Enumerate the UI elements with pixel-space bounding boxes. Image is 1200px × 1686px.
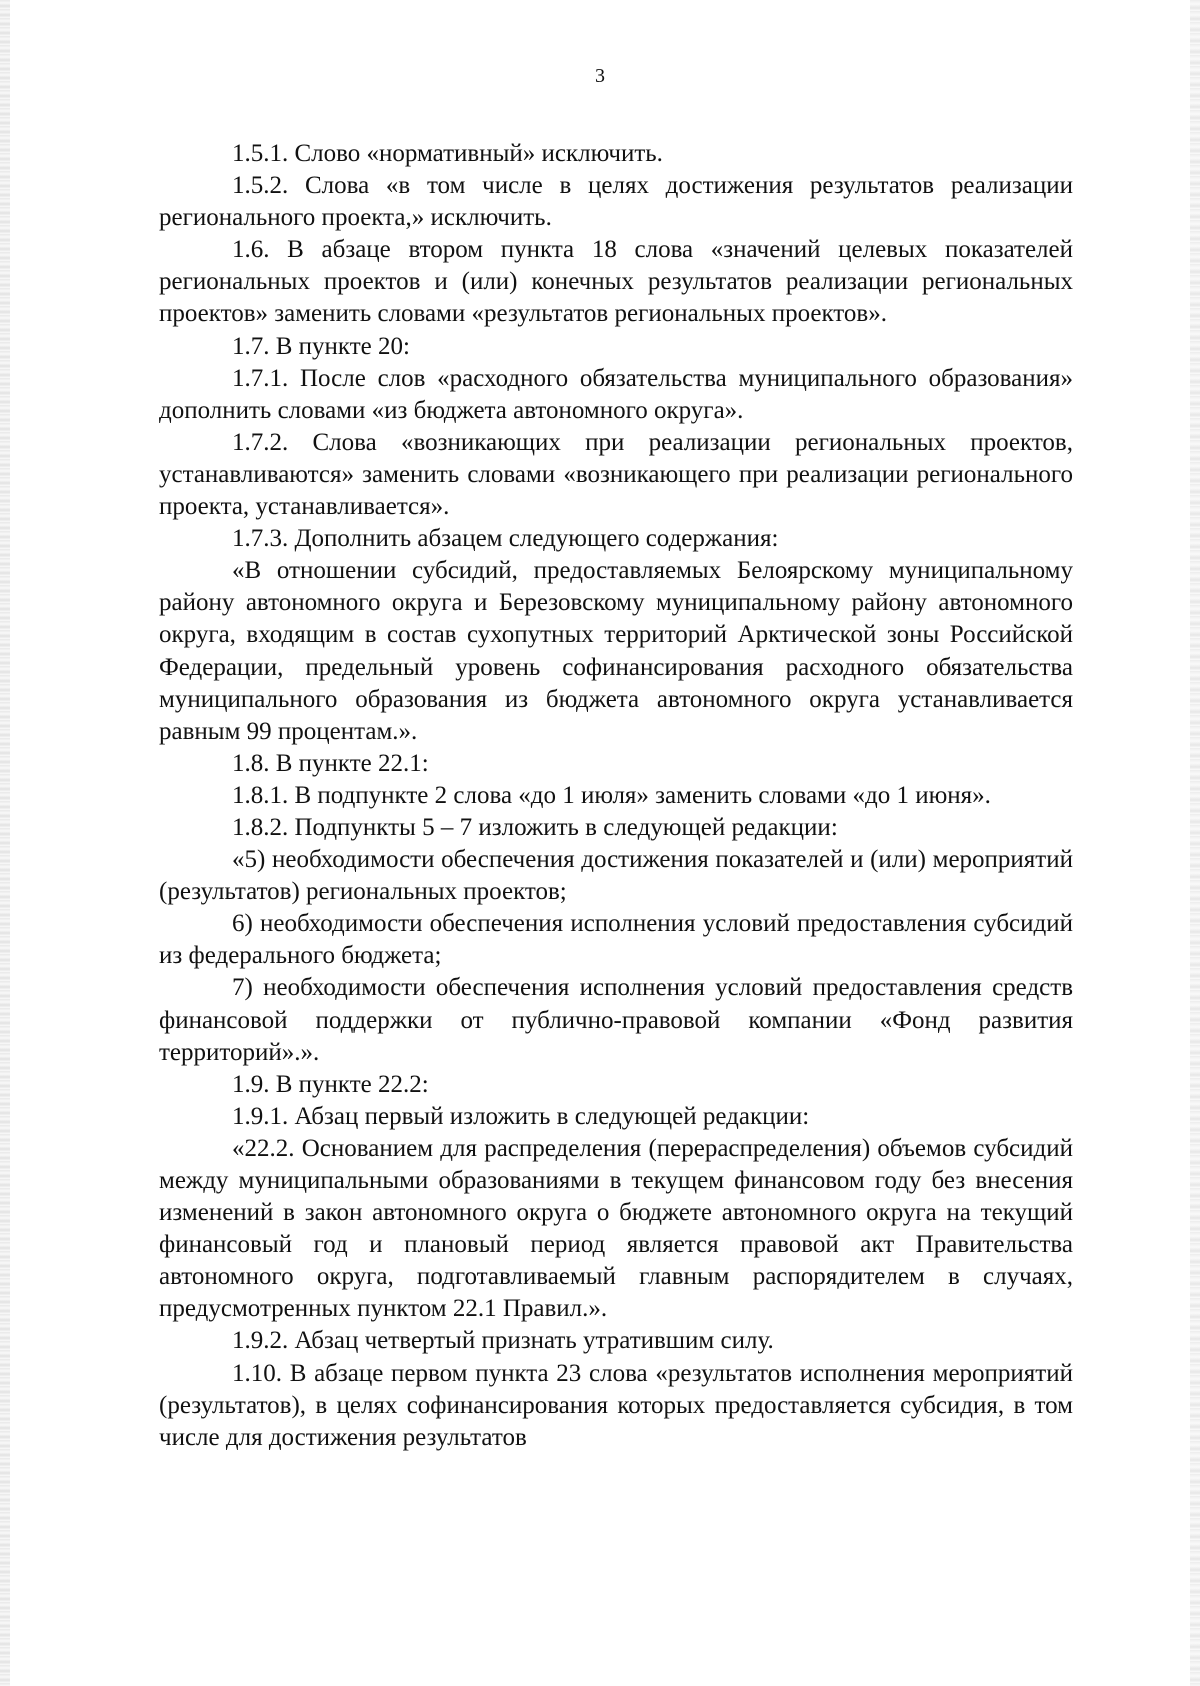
paragraph-1-7: 1.7. В пункте 20: <box>232 332 410 360</box>
paragraph-1-9: 1.9. В пункте 22.2: <box>232 1070 429 1098</box>
paragraph-1-5-1: 1.5.1. Слово «нормативный» исключить. <box>232 140 663 167</box>
page-number: 3 <box>595 65 605 87</box>
paragraph-22-2-quote: «22.2. Основанием для распределения (перераспределения) объемов субсидий между муниципальными образованиями в текущем финансовом году без внесения изменений в закон автономного округа о бюджете автономного округа на текущий финансовый год и плановый период является правовой акт Правительства автономного округа, подготавливаемый главным распорядителем в случаях, предусмотренных пунктом 22.1 Правил.». <box>159 1134 1073 1323</box>
paragraph-1-7-2: 1.7.2. Слова «возникающих при реализации региональных проектов, устанавливаются» заменить словами «возникающего при реализации регионального проекта, устанавливается». <box>159 428 1073 521</box>
subitem-7: 7) необходимости обеспечения исполнения условий предоставления средств финансовой поддержки от публично-правовой компании «Фонд развития территорий».». <box>159 974 1073 1066</box>
paragraph-1-7-3: 1.7.3. Дополнить абзацем следующего содержания: <box>232 525 779 553</box>
paragraph-1-9-2: 1.9.2. Абзац четвертый признать утратившим силу. <box>232 1327 774 1355</box>
paragraph-1-7-1: 1.7.1. После слов «расходного обязательства муниципального образования» дополнить словами «из бюджета автономного округа». <box>159 364 1073 424</box>
subitem-5: «5) необходимости обеспечения достижения показателей и (или) мероприятий (результатов) региональных проектов; <box>159 846 1073 906</box>
paragraph-1-9-1: 1.9.1. Абзац первый изложить в следующей редакции: <box>232 1102 810 1130</box>
paragraph-1-8: 1.8. В пункте 22.1: <box>232 749 429 777</box>
paragraph-1-10: 1.10. В абзаце первом пункта 23 слова «результатов исполнения мероприятий (результатов), в целях софинансирования которых предоставляется субсидия, в том числе для достижения результатов <box>159 1359 1073 1451</box>
scan-edge-right <box>1190 0 1200 1686</box>
paragraph-1-6: 1.6. В абзаце втором пункта 18 слова «значений целевых показателей региональных проектов и (или) конечных результатов реализации региональных проектов» заменить словами «результатов региональных проектов». <box>159 236 1073 328</box>
paragraph-1-5-2: 1.5.2. Слова «в том числе в целях достижения результатов реализации регионального проекта,» исключить. <box>159 172 1073 232</box>
document-body <box>159 138 1073 1454</box>
paragraph-1-7-3-quote: «В отношении субсидий, предоставляемых Белоярскому муниципальному району автономного округа и Березовскому муниципальному району автономного округа, входящим в состав сухопутных территорий Арктической зоны Российской Федерации, предельный уровень софинансирования расходного обязательства муниципального образования из бюджета автономного округа устанавливается равным 99 процентам.». <box>159 557 1073 745</box>
paragraph-1-8-2: 1.8.2. Подпункты 5 – 7 изложить в следующей редакции: <box>232 813 838 841</box>
scan-edge-left <box>0 0 10 1686</box>
paragraph-1-8-1: 1.8.1. В подпункте 2 слова «до 1 июля» заменить словами «до 1 июня». <box>232 781 991 809</box>
subitem-6: 6) необходимости обеспечения исполнения условий предоставления субсидий из федерального бюджета; <box>159 910 1073 970</box>
